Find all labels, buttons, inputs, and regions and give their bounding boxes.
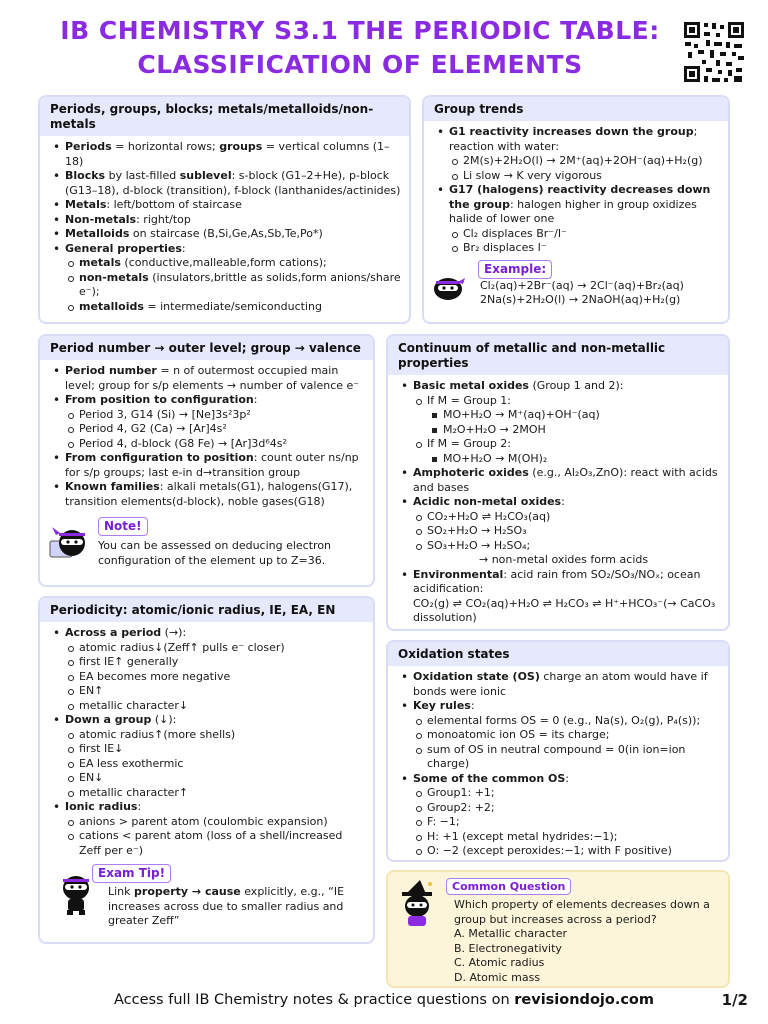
acid-note: → non-metal oxides form acids <box>479 553 649 566</box>
list-item: Cl₂ displaces Br⁻/I⁻ <box>449 227 720 242</box>
list-item: • General properties: metals (conductive,malleable,form cations); non-metals (insulators,brittle as solids,form anions/share e⁻); metalloids = intermediate/semiconducting <box>48 242 401 315</box>
list-item: cations < parent atom (loss of a shell/increased Zeff per e⁻) <box>65 829 365 858</box>
list-item: metallic character↑ <box>65 786 365 801</box>
list-item: Period 3, G14 (Si) → [Ne]3s²3p² <box>65 408 365 423</box>
card-body <box>388 375 728 630</box>
note-tag: Note! <box>98 517 148 536</box>
page-number: 1/2 <box>721 991 748 1009</box>
list-item: F: −1; <box>413 815 720 830</box>
list-item: MO+H₂O → M⁺(aq)+OH⁻(aq) <box>427 408 720 423</box>
exam-tip-callout <box>48 864 365 929</box>
answer-option[interactable]: D. Atomic mass <box>454 970 541 984</box>
page-title <box>60 14 660 82</box>
list-item: • G17 (halogens) reactivity decreases down the group: halogen higher in group oxidizes halide of lower one Cl₂ displaces Br⁻/I⁻ Br₂ displaces I⁻ <box>432 183 720 256</box>
question-text: Which property of elements decreases down a group but increases across a period? <box>454 898 710 926</box>
list-item: Group2: +2; <box>413 801 720 816</box>
footer-text: Access full IB Chemistry notes & practice questions on <box>113 992 515 1008</box>
list-item: EN↑ <box>65 684 365 699</box>
list-item: EA becomes more negative <box>65 670 365 685</box>
list-item: atomic radius↓(Zeff↑ pulls e⁻ closer) <box>65 641 365 656</box>
list-item: • Key rules: elemental forms OS = 0 (e.g., Na(s), O₂(g), P₄(s)); monoatomic ion OS = its charge; sum of OS in neutral compound = 0(in ion=ion charge) <box>396 699 720 772</box>
question-body <box>454 898 726 985</box>
list-item: 2M(s)+2H₂O(l) → 2M⁺(aq)+2OH⁻(aq)+H₂(g) <box>449 154 720 169</box>
note-callout <box>48 517 365 568</box>
answer-option[interactable]: A. Metallic character <box>454 927 568 940</box>
environment-equation: CO₂(g) ⇌ CO₂(aq)+H₂O ⇌ H₂CO₃ ⇌ H⁺+HCO₃⁻(→ CaCO₃ dissolution) <box>413 596 716 624</box>
list-item: anions > parent atom (coulombic expansion) <box>65 815 365 830</box>
list-item: elemental forms OS = 0 (e.g., Na(s), O₂(g), P₄(s)); <box>413 714 720 729</box>
list-item: MO+H₂O → M(OH)₂ <box>427 452 720 467</box>
card-body <box>424 121 728 312</box>
title-line-1: IB CHEMISTRY S3.1 THE PERIODIC TABLE: <box>60 16 660 45</box>
common-question-tag: Common Question <box>446 878 571 895</box>
list-item: SO₂+H₂O → H₂SO₃ <box>413 524 720 539</box>
ninja-mascot-icon <box>432 274 466 302</box>
list-item: • Periods = horizontal rows; groups = vertical columns (1–18) <box>48 140 401 169</box>
footer-link[interactable]: revisiondojo.com <box>514 992 655 1008</box>
list-item: monoatomic ion OS = its charge; <box>413 728 720 743</box>
title-line-2: CLASSIFICATION OF ELEMENTS <box>137 50 583 79</box>
list-item: non-metals (insulators,brittle as solids,form anions/share e⁻); <box>65 271 401 300</box>
list-item: M₂O+H₂O → 2MOH <box>427 423 720 438</box>
answer-option[interactable]: B. Electronegativity <box>454 941 562 955</box>
wizard-mascot-icon <box>396 878 440 930</box>
list-item: first IE↑ generally <box>65 655 365 670</box>
ninja-mascot-icon <box>48 521 88 565</box>
list-item: • Across a period (→): atomic radius↓(Zeff↑ pulls e⁻ closer) first IE↑ generally EA becomes more negative EN↑ metallic character↓ <box>48 626 365 713</box>
list-item: • Metalloids on staircase (B,Si,Ge,As,Sb,Te,Po*) <box>48 227 401 242</box>
list-item: metals (conductive,malleable,form cations); <box>65 256 401 271</box>
list-item: Group1: +1; <box>413 786 720 801</box>
list-item: CO₂+H₂O ⇌ H₂CO₃(aq) <box>413 510 720 525</box>
list-item: If M = Group 1: MO+H₂O → M⁺(aq)+OH⁻(aq) M₂O+H₂O → 2MOH <box>413 394 720 438</box>
list-item: • Known families: alkali metals(G1), halogens(G17), transition elements(d-block), noble gases(G18) <box>48 480 365 509</box>
list-item: • Basic metal oxides (Group 1 and 2): If M = Group 1: MO+H₂O → M⁺(aq)+OH⁻(aq) M₂O+H₂O → 2MOH If M = Group 2: MO+H₂O → M(OH)₂ <box>396 379 720 466</box>
list-item: • Ionic radius: anions > parent atom (coulombic expansion) cations < parent atom (loss of a shell/increased Zeff per e⁻) <box>48 800 365 858</box>
list-item: • G1 reactivity increases down the group; reaction with water: 2M(s)+2H₂O(l) → 2M⁺(aq)+2OH⁻(aq)+H₂(g) Li slow → K very vigorous <box>432 125 720 183</box>
example-equation: 2Na(s)+2H₂O(l) → 2NaOH(aq)+H₂(g) <box>480 293 681 306</box>
card-periodicity <box>38 596 375 944</box>
example-callout <box>432 260 720 308</box>
list-item: O: −2 (except peroxides:−1; with F positive) <box>413 844 720 859</box>
list-item: H: +1 (except metal hydrides:−1); <box>413 830 720 845</box>
ninja-mascot-icon <box>56 872 96 916</box>
list-item: • Oxidation state (OS) charge an atom would have if bonds were ionic <box>396 670 720 699</box>
card-period-number <box>38 334 375 587</box>
list-item: Br₂ displaces I⁻ <box>449 241 720 256</box>
bullet-list <box>48 140 401 314</box>
list-item: • From position to configuration: Period 3, G14 (Si) → [Ne]3s²3p² Period 4, G2 (Ca) → [Ar]4s² Period 4, d-block (G8 Fe) → [Ar]3d⁶4s² <box>48 393 365 451</box>
card-heading: Oxidation states <box>388 642 728 666</box>
list-item: first IE↓ <box>65 742 365 757</box>
list-item: • Blocks by last-filled sublevel: s-block (G1–2+He), p-block (G13–18), d-block (transition), f-block (lanthanides/actinides) <box>48 169 401 198</box>
note-text: You can be assessed on deducing electron configuration of the element up to Z=36. <box>98 539 332 567</box>
answer-option[interactable]: C. Atomic radius <box>454 956 545 969</box>
example-equation: Cl₂(aq)+2Br⁻(aq) → 2Cl⁻(aq)+Br₂(aq) <box>480 278 684 292</box>
card-group-trends <box>422 95 730 324</box>
card-periods-groups-blocks <box>38 95 411 324</box>
list-item: metallic character↓ <box>65 699 365 714</box>
list-item: atomic radius↑(more shells) <box>65 728 365 743</box>
list-item: • Amphoteric oxides (e.g., Al₂O₃,ZnO): react with acids and bases <box>396 466 720 495</box>
list-item: • Acidic non-metal oxides: CO₂+H₂O ⇌ H₂CO₃(aq) SO₂+H₂O → H₂SO₃ SO₃+H₂O → H₂SO₄; → non-metal oxides form acids <box>396 495 720 568</box>
card-oxidation-states <box>386 640 730 862</box>
qr-code-icon[interactable] <box>682 20 746 84</box>
card-heading: Periods, groups, blocks; metals/metalloids/non-metals <box>40 97 409 136</box>
card-body <box>40 136 409 318</box>
list-item: • Period number = n of outermost occupied main level; group for s/p elements → number of valence e⁻ <box>48 364 365 393</box>
list-item: Li slow → K very vigorous <box>449 169 720 184</box>
list-item: Period 4, G2 (Ca) → [Ar]4s² <box>65 422 365 437</box>
list-item: EN↓ <box>65 771 365 786</box>
list-item: sum of OS in neutral compound = 0(in ion=ion charge) <box>413 743 720 772</box>
card-continuum <box>386 334 730 631</box>
list-item: • Metals: left/bottom of staircase <box>48 198 401 213</box>
card-body <box>40 622 373 933</box>
card-heading: Group trends <box>424 97 728 121</box>
card-heading: Period number → outer level; group → valence <box>40 336 373 360</box>
card-heading: Periodicity: atomic/ionic radius, IE, EA, EN <box>40 598 373 622</box>
card-heading: Continuum of metallic and non-metallic properties <box>388 336 728 375</box>
card-body <box>388 666 728 862</box>
list-item: • From configuration to position: count outer ns/np for s/p groups; last e-in d→transition group <box>48 451 365 480</box>
common-question-card <box>386 870 730 988</box>
list-item: • Environmental: acid rain from SO₂/SO₃/NOₓ; ocean acidification: CO₂(g) ⇌ CO₂(aq)+H₂O ⇌ H₂CO₃ ⇌ H⁺+HCO₃⁻(→ CaCO₃ dissolution) <box>396 568 720 626</box>
footer <box>0 990 768 1010</box>
list-item: • Non-metals: right/top <box>48 213 401 228</box>
exam-tip-text: Link property → cause explicitly, e.g., “IE increases across due to smaller radius and greater Zeff” <box>108 885 345 927</box>
list-item: SO₃+H₂O → H₂SO₄; <box>413 539 720 554</box>
card-body <box>40 360 373 572</box>
list-item: EA less exothermic <box>65 757 365 772</box>
exam-tip-tag: Exam Tip! <box>92 864 171 883</box>
example-tag: Example: <box>478 260 552 279</box>
list-item: metalloids = intermediate/semiconducting <box>65 300 401 315</box>
list-item: • Down a group (↓): atomic radius↑(more shells) first IE↓ EA less exothermic EN↓ metallic character↑ <box>48 713 365 800</box>
list-item: • Some of the common OS: Group1: +1; Group2: +2; F: −1; H: +1 (except metal hydrides:−1); O: −2 (except peroxides:−1; with F positive) <box>396 772 720 859</box>
list-item: If M = Group 2: MO+H₂O → M(OH)₂ <box>413 437 720 466</box>
list-item: Period 4, d-block (G8 Fe) → [Ar]3d⁶4s² <box>65 437 365 452</box>
